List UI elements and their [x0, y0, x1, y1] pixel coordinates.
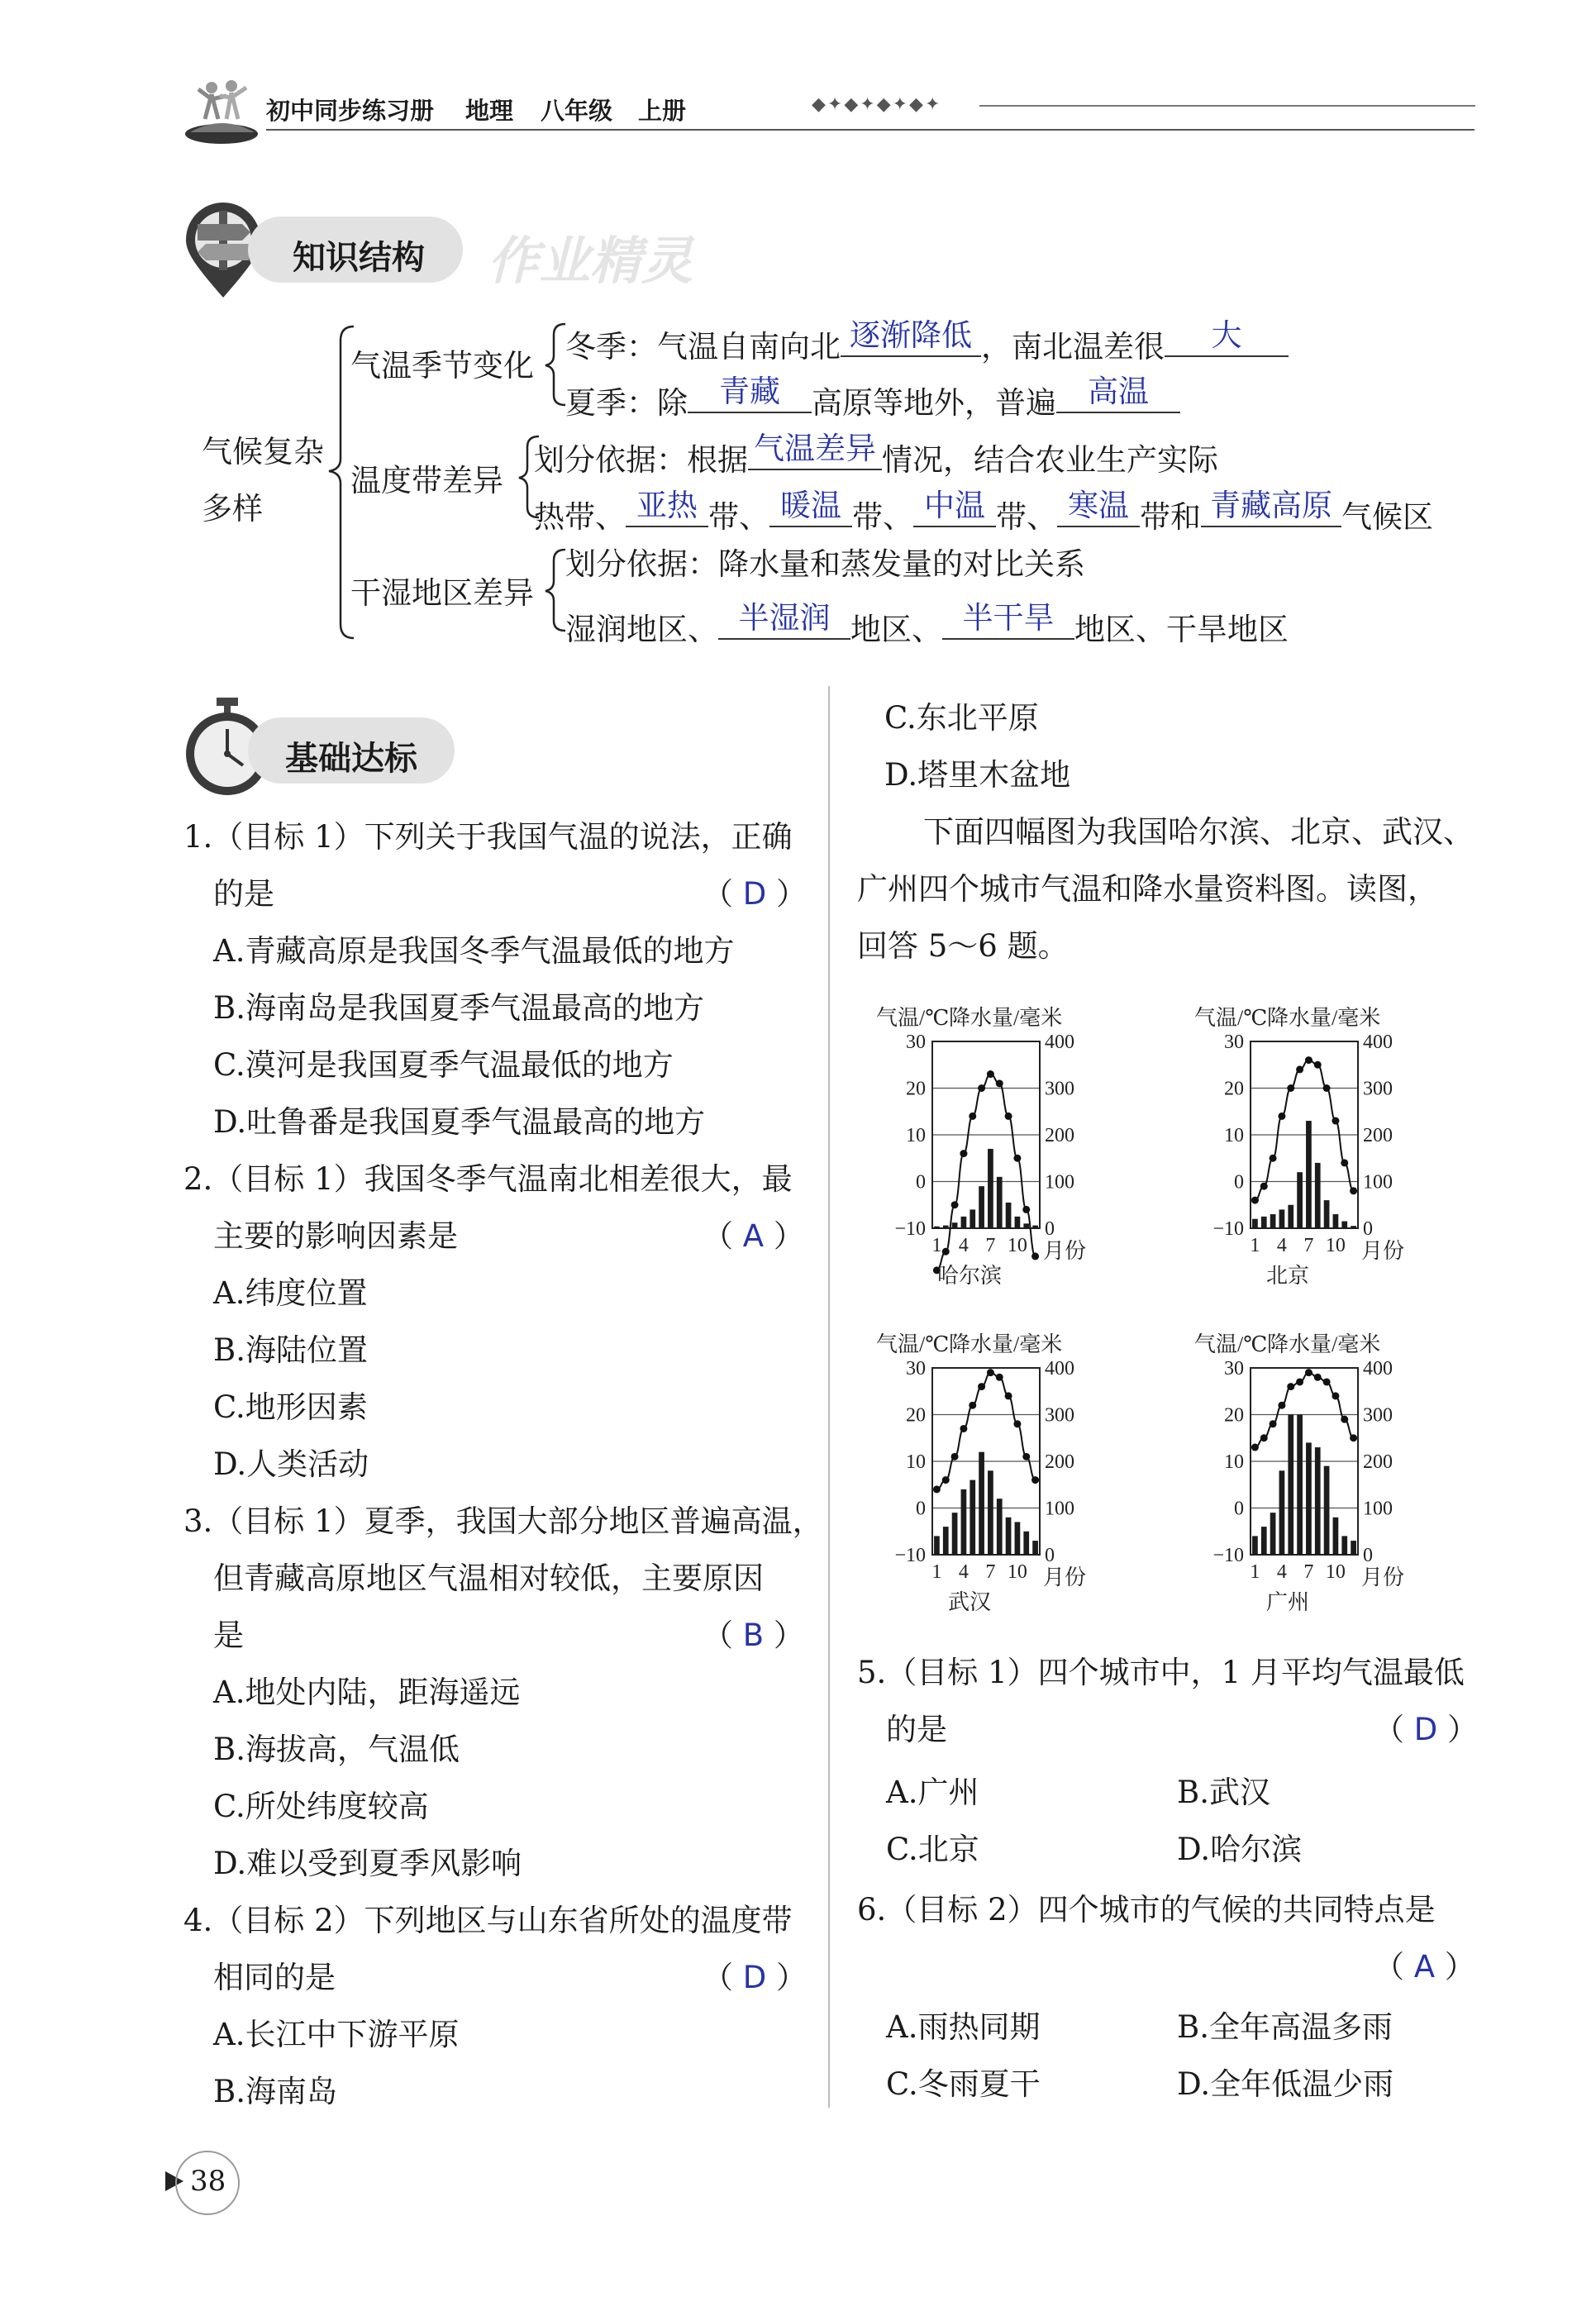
regions-mid: 地区、 [850, 612, 942, 647]
q4-option-c[interactable]: C.东北平原 [884, 700, 1039, 736]
chart-ylabel-left: 气温/℃ [876, 1006, 950, 1030]
q3-stem-1: 3.（目标 1）夏季，我国大部分地区普遍高温， [183, 1503, 823, 1539]
answer-zone-4: 寒温 [1068, 488, 1129, 523]
chart-precip-bar [1351, 1541, 1356, 1555]
chart-precip-bar [1315, 1163, 1321, 1228]
answer-region-2: 半干旱 [962, 600, 1055, 636]
chart-temp-point [960, 1425, 967, 1432]
header-grade: 八年级 [541, 97, 613, 125]
knowledge-root-line1: 气候复杂 [202, 434, 324, 469]
chart-precip-bar [1351, 1226, 1356, 1228]
q2-stem-2: 主要的影响因素是 [213, 1218, 458, 1254]
knowledge-root-line2: 多样 [202, 491, 263, 527]
chart-tick-x: 1 [1250, 1235, 1260, 1256]
chart-tick-left: 30 [1224, 1358, 1244, 1379]
chart-precip-bar [1288, 1415, 1293, 1556]
chart-tick-right: 300 [1045, 1404, 1074, 1427]
chart-precip-bar [1315, 1447, 1321, 1555]
chart-temp-point [1332, 1117, 1339, 1125]
chart-xlabel: 月份 [1361, 1239, 1405, 1263]
chart-temp-point [1270, 1155, 1277, 1162]
header-subject: 地理 [465, 97, 514, 125]
chart-precip-bar [970, 1209, 975, 1228]
chart-tick-left: 10 [906, 1125, 926, 1146]
chart-temp-point [969, 1402, 976, 1409]
chart-temp-point [1350, 1434, 1357, 1441]
chart-temp-point [1341, 1416, 1348, 1423]
chart-temp-point [1314, 1374, 1322, 1381]
chart-tick-left: −10 [894, 1545, 926, 1566]
q1-answer: D [742, 876, 767, 912]
chart-temp-point [1270, 1420, 1277, 1427]
q3-stem-2: 但青藏高原地区气温相对较低，主要原因 [213, 1561, 764, 1596]
basics-title: 基础达标 [285, 740, 417, 778]
chart-temp-point [1251, 1444, 1259, 1451]
chart-tick-x: 10 [1325, 1235, 1346, 1256]
q6-option-a[interactable]: A.雨热同期 [886, 2009, 1041, 2045]
blank-zone-2[interactable] [769, 488, 852, 527]
chart-tick-right: 300 [1363, 1078, 1393, 1100]
intro-line-1: 下面四幅图为我国哈尔滨、北京、武汉、 [923, 814, 1474, 850]
chart-tick-x: 10 [1007, 1235, 1027, 1256]
regions-suffix: 地区、干旱地区 [1074, 612, 1289, 647]
chart-precip-bar [1341, 1222, 1347, 1228]
chart-tick-right: 400 [1045, 1358, 1074, 1379]
answer-zone-3: 中温 [924, 488, 985, 523]
chart-tick-x: 4 [958, 1561, 969, 1583]
q4-option-a[interactable]: A.长江中下游平原 [213, 2017, 460, 2052]
chart-ylabel-right: 降水量/毫米 [1267, 1006, 1381, 1030]
chart-precip-bar [1252, 1536, 1258, 1555]
chart-precip-bar [1324, 1466, 1330, 1555]
chart-ylabel-right: 降水量/毫米 [949, 1332, 1063, 1356]
blank-winter-trend[interactable] [841, 317, 981, 357]
answer-summer-region: 青藏 [719, 374, 780, 409]
chart-tick-left: 10 [1224, 1451, 1244, 1473]
chart-tick-x: 4 [958, 1235, 969, 1256]
q1-stem-1: 1.（目标 1）下列关于我国气温的说法，正确 [183, 819, 793, 855]
chart-precip-bar [1252, 1219, 1258, 1228]
chart-temp-point [1296, 1378, 1303, 1385]
chart-tick-right: 400 [1363, 1032, 1393, 1053]
chart-tick-left: −10 [894, 1218, 926, 1240]
chart-precip-bar [1333, 1518, 1339, 1555]
chart-tick-x: 1 [931, 1235, 942, 1256]
chart-tick-right: 100 [1363, 1498, 1393, 1520]
chart-precip-bar [1032, 1226, 1038, 1228]
chart-temp-point [1005, 1113, 1012, 1120]
chart-precip-bar [1032, 1541, 1038, 1555]
winter-line [565, 317, 1289, 365]
page-number: 38 [190, 2165, 226, 2198]
chart-temp-point [1260, 1183, 1268, 1190]
chart-tick-right: 0 [1045, 1218, 1055, 1240]
answer-winter-diff: 大 [1211, 317, 1242, 353]
chart-temp-point [996, 1079, 1003, 1087]
chart-title: 哈尔滨 [936, 1264, 1003, 1288]
q3-option-c[interactable]: C.所处纬度较高 [213, 1789, 429, 1824]
chart-temp-point [1287, 1383, 1294, 1390]
chart-tick-right: 0 [1363, 1218, 1373, 1240]
chart-tick-right: 200 [1045, 1451, 1074, 1473]
chart-tick-x: 4 [1276, 1235, 1287, 1256]
chart-tick-right: 200 [1363, 1125, 1393, 1146]
chart-precip-bar [1023, 1532, 1029, 1555]
chart-temp-point [1341, 1159, 1348, 1166]
chart-precip-bar [1015, 1217, 1021, 1228]
answer-region-1: 半湿润 [738, 600, 831, 636]
chart-tick-left: −10 [1212, 1218, 1244, 1240]
chart-precip-bar [943, 1226, 949, 1228]
chart-precip-bar [1006, 1518, 1012, 1555]
summer-mid: 高原等地外，普遍 [812, 385, 1056, 421]
chart-tick-x: 1 [1250, 1561, 1260, 1583]
q6-option-d[interactable]: D.全年低温少雨 [1177, 2066, 1394, 2102]
chart-tick-x: 4 [1276, 1561, 1287, 1583]
chart-temp-point [1013, 1155, 1021, 1162]
chart-tick-left: 20 [1224, 1078, 1244, 1100]
chart-xlabel: 月份 [1043, 1565, 1087, 1589]
chart-tick-left: 20 [906, 1078, 926, 1100]
answer-zone-5: 青藏高原 [1210, 488, 1332, 523]
q5-stem-1: 5.（目标 1）四个城市中，1 月平均气温最低 [857, 1655, 1465, 1690]
chart-tick-left: −10 [1212, 1545, 1244, 1566]
chart-tick-right: 100 [1045, 1171, 1074, 1194]
q6-stem-1: 6.（目标 2）四个城市的气候的共同特点是 [857, 1892, 1436, 1927]
knowledge-title: 知识结构 [293, 239, 425, 277]
zone-sep-4: 带和 [1140, 499, 1201, 535]
chart-temp-point [1305, 1056, 1313, 1064]
chart-precip-bar [943, 1527, 949, 1555]
chart-tick-right: 400 [1045, 1032, 1074, 1053]
chart-temp-point [960, 1150, 967, 1157]
chart-0 [876, 1006, 1086, 1288]
watermark: 作业精灵 [488, 231, 693, 291]
q2-stem-1: 2.（目标 1）我国冬季气温南北相差很大，最 [183, 1161, 793, 1197]
chart-precip-bar [988, 1149, 993, 1228]
q3-option-d[interactable]: D.难以受到夏季风影响 [213, 1846, 522, 1881]
chart-precip-bar [1279, 1209, 1285, 1228]
chart-temp-point [1350, 1187, 1357, 1194]
q3-option-a[interactable]: A.地处内陆，距海遥远 [213, 1675, 521, 1710]
chart-tick-x: 7 [985, 1561, 996, 1583]
chart-tick-x: 10 [1007, 1561, 1027, 1583]
chart-precip-bar [1006, 1203, 1012, 1228]
chart-ylabel-left: 气温/℃ [1194, 1332, 1268, 1356]
header-stars: ◆✦◆✦◆✦◆✦ [812, 94, 942, 115]
chart-temp-point [933, 1485, 941, 1493]
chart-temp-line [1255, 1060, 1353, 1201]
chart-tick-left: 20 [906, 1404, 926, 1427]
chart-temp-point [942, 1476, 950, 1484]
q2-answer: A [742, 1218, 765, 1254]
chart-title: 广州 [1265, 1590, 1310, 1614]
chart-tick-x: 1 [931, 1561, 942, 1583]
q1-answer-bracket: （ D ） [703, 876, 808, 912]
header-book: 初中同步练习册 [266, 97, 435, 125]
moisture-regions-line [565, 600, 1289, 647]
q6-answer-bracket: （ A ） [1374, 1949, 1475, 1985]
chart-precip-bar [979, 1452, 984, 1555]
chart-temp-point [1305, 1369, 1313, 1376]
chart-tick-left: 0 [916, 1171, 926, 1194]
chart-ylabel-left: 气温/℃ [876, 1332, 950, 1356]
q5-option-d[interactable]: D.哈尔滨 [1177, 1832, 1303, 1867]
chart-precip-bar [1015, 1522, 1021, 1555]
zone-sep-2: 带、 [852, 499, 913, 535]
chart-precip-bar [934, 1227, 940, 1228]
branch-zones-label: 温度带差异 [350, 463, 503, 498]
blank-summer-temp[interactable] [1056, 374, 1180, 413]
answer-zone-1: 亚热 [636, 488, 698, 523]
chart-xlabel: 月份 [1043, 1239, 1087, 1263]
blank-zone-3[interactable] [913, 488, 996, 527]
chart-temp-point [951, 1453, 959, 1460]
summer-line [565, 374, 1180, 421]
q5-option-b[interactable]: B.武汉 [1177, 1775, 1270, 1810]
chart-tick-x: 10 [1325, 1561, 1346, 1583]
chart-temp-point [1278, 1402, 1285, 1409]
regions-prefix: 湿润地区、 [565, 612, 718, 647]
blank-region-2[interactable] [942, 600, 1074, 640]
chart-precip-bar [988, 1470, 993, 1555]
chart-tick-right: 300 [1045, 1078, 1074, 1100]
chart-precip-bar [970, 1480, 975, 1555]
chart-temp-point [1005, 1392, 1012, 1399]
chart-tick-x: 7 [1303, 1235, 1314, 1256]
chart-ylabel-right: 降水量/毫米 [949, 1006, 1063, 1030]
branch-seasonal-label: 气温季节变化 [350, 348, 534, 384]
chart-precip-bar [1288, 1205, 1293, 1228]
answer-zone-2: 暖温 [780, 488, 841, 523]
chart-temp-point [987, 1070, 994, 1078]
q1-option-c[interactable]: C.漠河是我国夏季气温最低的地方 [213, 1047, 674, 1083]
chart-precip-bar [1333, 1214, 1339, 1228]
q4-stem-2: 相同的是 [213, 1960, 336, 1995]
q5-stem-2: 的是 [886, 1712, 947, 1747]
chart-temp-point [1296, 1065, 1303, 1073]
chart-tick-left: 0 [1234, 1498, 1244, 1520]
chart-ylabel-right: 降水量/毫米 [1267, 1332, 1381, 1356]
chart-3 [1194, 1332, 1404, 1614]
chart-ylabel-left: 气温/℃ [1194, 1006, 1268, 1030]
summer-prefix: 夏季：除 [565, 385, 688, 421]
chart-precip-bar [952, 1222, 958, 1228]
chart-precip-bar [1324, 1200, 1330, 1228]
intro-line-3: 回答 5～6 题。 [857, 928, 1069, 964]
zones-basis-suffix: 情况，结合农业生产实际 [882, 442, 1218, 478]
blank-zone-1[interactable] [626, 488, 708, 527]
chart-tick-left: 0 [1234, 1171, 1244, 1194]
q4-answer-bracket: （ D ） [703, 1960, 808, 1995]
q4-answer: D [742, 1960, 767, 1995]
q1-stem-2: 的是 [213, 876, 274, 912]
q3-option-b[interactable]: B.海拔高，气温低 [213, 1732, 460, 1767]
chart-2 [876, 1332, 1086, 1614]
chart-temp-point [1260, 1434, 1268, 1441]
chart-temp-point [1031, 1252, 1039, 1260]
chart-tick-left: 20 [1224, 1404, 1244, 1427]
chart-precip-bar [979, 1186, 984, 1228]
chart-precip-bar [1297, 1415, 1303, 1556]
blank-zone-5[interactable] [1201, 488, 1341, 527]
q3-answer-bracket: （ B ） [703, 1618, 804, 1653]
chart-tick-right: 0 [1363, 1545, 1373, 1566]
blank-summer-region[interactable] [688, 374, 812, 413]
chart-tick-x: 7 [985, 1235, 996, 1256]
chart-temp-point [987, 1369, 994, 1376]
chart-temp-point [1031, 1476, 1039, 1484]
moisture-basis-line: 划分依据：降水量和蒸发量的对比关系 [565, 546, 1085, 582]
chart-precip-bar [1341, 1536, 1347, 1555]
chart-tick-x: 7 [1303, 1561, 1314, 1583]
q6-option-c[interactable]: C.冬雨夏干 [886, 2066, 1041, 2102]
chart-precip-bar [934, 1536, 940, 1555]
chart-tick-right: 300 [1363, 1404, 1393, 1427]
zones-basis-line [534, 431, 1218, 478]
chart-temp-point [996, 1374, 1003, 1381]
chart-temp-point [1323, 1084, 1331, 1092]
winter-mid: ，南北温差很 [981, 329, 1165, 365]
column-divider [828, 686, 830, 2108]
q5-answer-bracket: （ D ） [1374, 1712, 1479, 1747]
chart-precip-bar [1306, 1121, 1312, 1228]
zone-sep-3: 带、 [996, 499, 1057, 535]
header-volume: 上册 [638, 97, 687, 125]
chart-precip-bar [1023, 1223, 1029, 1228]
answer-winter-trend: 逐渐降低 [850, 317, 972, 353]
chart-precip-bar [1261, 1527, 1267, 1555]
q2-option-b[interactable]: B.海陆位置 [213, 1332, 368, 1368]
q6-option-b[interactable]: B.全年高温多雨 [1177, 2009, 1393, 2045]
q2-option-d[interactable]: D.人类活动 [213, 1446, 369, 1482]
chart-tick-right: 100 [1045, 1498, 1074, 1520]
chart-temp-point [942, 1248, 950, 1256]
chart-precip-bar [997, 1177, 1003, 1228]
q1-option-d[interactable]: D.吐鲁番是我国夏季气温最高的地方 [213, 1104, 706, 1140]
blank-winter-diff[interactable] [1165, 317, 1289, 357]
chart-temp-point [1278, 1113, 1285, 1120]
chart-precip-bar [1297, 1172, 1303, 1228]
chart-temp-point [1314, 1061, 1322, 1069]
chart-temp-point [978, 1383, 985, 1390]
q5-option-a[interactable]: A.广州 [886, 1775, 979, 1810]
chart-temp-point [1013, 1420, 1021, 1427]
chart-tick-left: 30 [906, 1032, 926, 1053]
q5-option-c[interactable]: C.北京 [886, 1832, 979, 1867]
chart-temp-point [1022, 1453, 1030, 1460]
intro-line-2: 广州四个城市气温和降水量资料图。读图， [857, 871, 1438, 907]
chart-tick-right: 0 [1045, 1545, 1055, 1566]
climate-charts [851, 992, 1479, 1645]
q5-answer: D [1413, 1712, 1438, 1747]
chart-temp-line [936, 1373, 1035, 1489]
chart-temp-point [1287, 1084, 1294, 1092]
q3-answer: B [742, 1618, 765, 1653]
chart-tick-left: 0 [916, 1498, 926, 1520]
chart-title: 北京 [1265, 1264, 1310, 1288]
chart-temp-point [1251, 1197, 1259, 1204]
q1-option-a[interactable]: A.青藏高原是我国冬季气温最低的地方 [213, 933, 735, 969]
chart-temp-point [1332, 1392, 1339, 1399]
chart-precip-bar [961, 1217, 967, 1228]
zone-sep-1: 带、 [708, 499, 769, 535]
chart-precip-bar [1270, 1214, 1276, 1228]
q4-stem-1: 4.（目标 2）下列地区与山东省所处的温度带 [183, 1903, 793, 1938]
chart-1 [1194, 1006, 1404, 1288]
chart-precip-bar [1261, 1217, 1267, 1228]
q4-option-b[interactable]: B.海南岛 [213, 2074, 337, 2109]
chart-xlabel: 月份 [1361, 1565, 1405, 1589]
chart-precip-bar [1270, 1513, 1276, 1555]
chart-precip-bar [997, 1499, 1003, 1555]
blank-zones-basis[interactable] [748, 431, 882, 470]
chart-temp-point [969, 1113, 976, 1120]
chart-tick-right: 400 [1363, 1358, 1393, 1379]
chart-tick-left: 30 [906, 1358, 926, 1379]
chart-tick-right: 200 [1045, 1125, 1074, 1146]
chart-tick-left: 10 [1224, 1125, 1244, 1146]
chart-temp-point [951, 1201, 959, 1208]
chart-tick-right: 200 [1363, 1451, 1393, 1473]
zones-suffix: 气候区 [1341, 499, 1433, 535]
zones-list-line [534, 488, 1433, 535]
chart-temp-line [1255, 1373, 1353, 1447]
chart-tick-right: 100 [1363, 1171, 1393, 1194]
chart-tick-left: 30 [1224, 1032, 1244, 1053]
chart-precip-bar [1279, 1470, 1285, 1555]
q3-stem-3: 是 [213, 1618, 244, 1653]
q4-option-d[interactable]: D.塔里木盆地 [884, 757, 1071, 793]
branch-moisture-label: 干湿地区差异 [350, 575, 534, 611]
chart-temp-point [978, 1084, 985, 1092]
chart-temp-point [1022, 1206, 1030, 1213]
chart-temp-point [1323, 1378, 1331, 1385]
zones-prefix: 热带、 [534, 499, 626, 535]
zones-basis-prefix: 划分依据：根据 [534, 442, 748, 478]
q2-answer-bracket: （ A ） [703, 1218, 804, 1254]
winter-prefix: 冬季：气温自南向北 [565, 329, 841, 365]
q2-option-a[interactable]: A.纬度位置 [213, 1275, 368, 1311]
chart-precip-bar [952, 1513, 958, 1555]
q1-option-b[interactable]: B.海南岛是我国夏季气温最高的地方 [213, 990, 704, 1026]
chart-precip-bar [961, 1489, 967, 1555]
q6-answer: A [1413, 1949, 1436, 1985]
blank-region-1[interactable] [718, 600, 850, 640]
answer-summer-temp: 高温 [1088, 374, 1149, 409]
chart-title: 武汉 [947, 1590, 992, 1614]
answer-zones-basis: 气温差异 [754, 431, 876, 466]
chart-tick-left: 10 [906, 1451, 926, 1473]
chart-precip-bar [1306, 1442, 1312, 1555]
q2-option-c[interactable]: C.地形因素 [213, 1389, 368, 1425]
blank-zone-4[interactable] [1057, 488, 1140, 527]
